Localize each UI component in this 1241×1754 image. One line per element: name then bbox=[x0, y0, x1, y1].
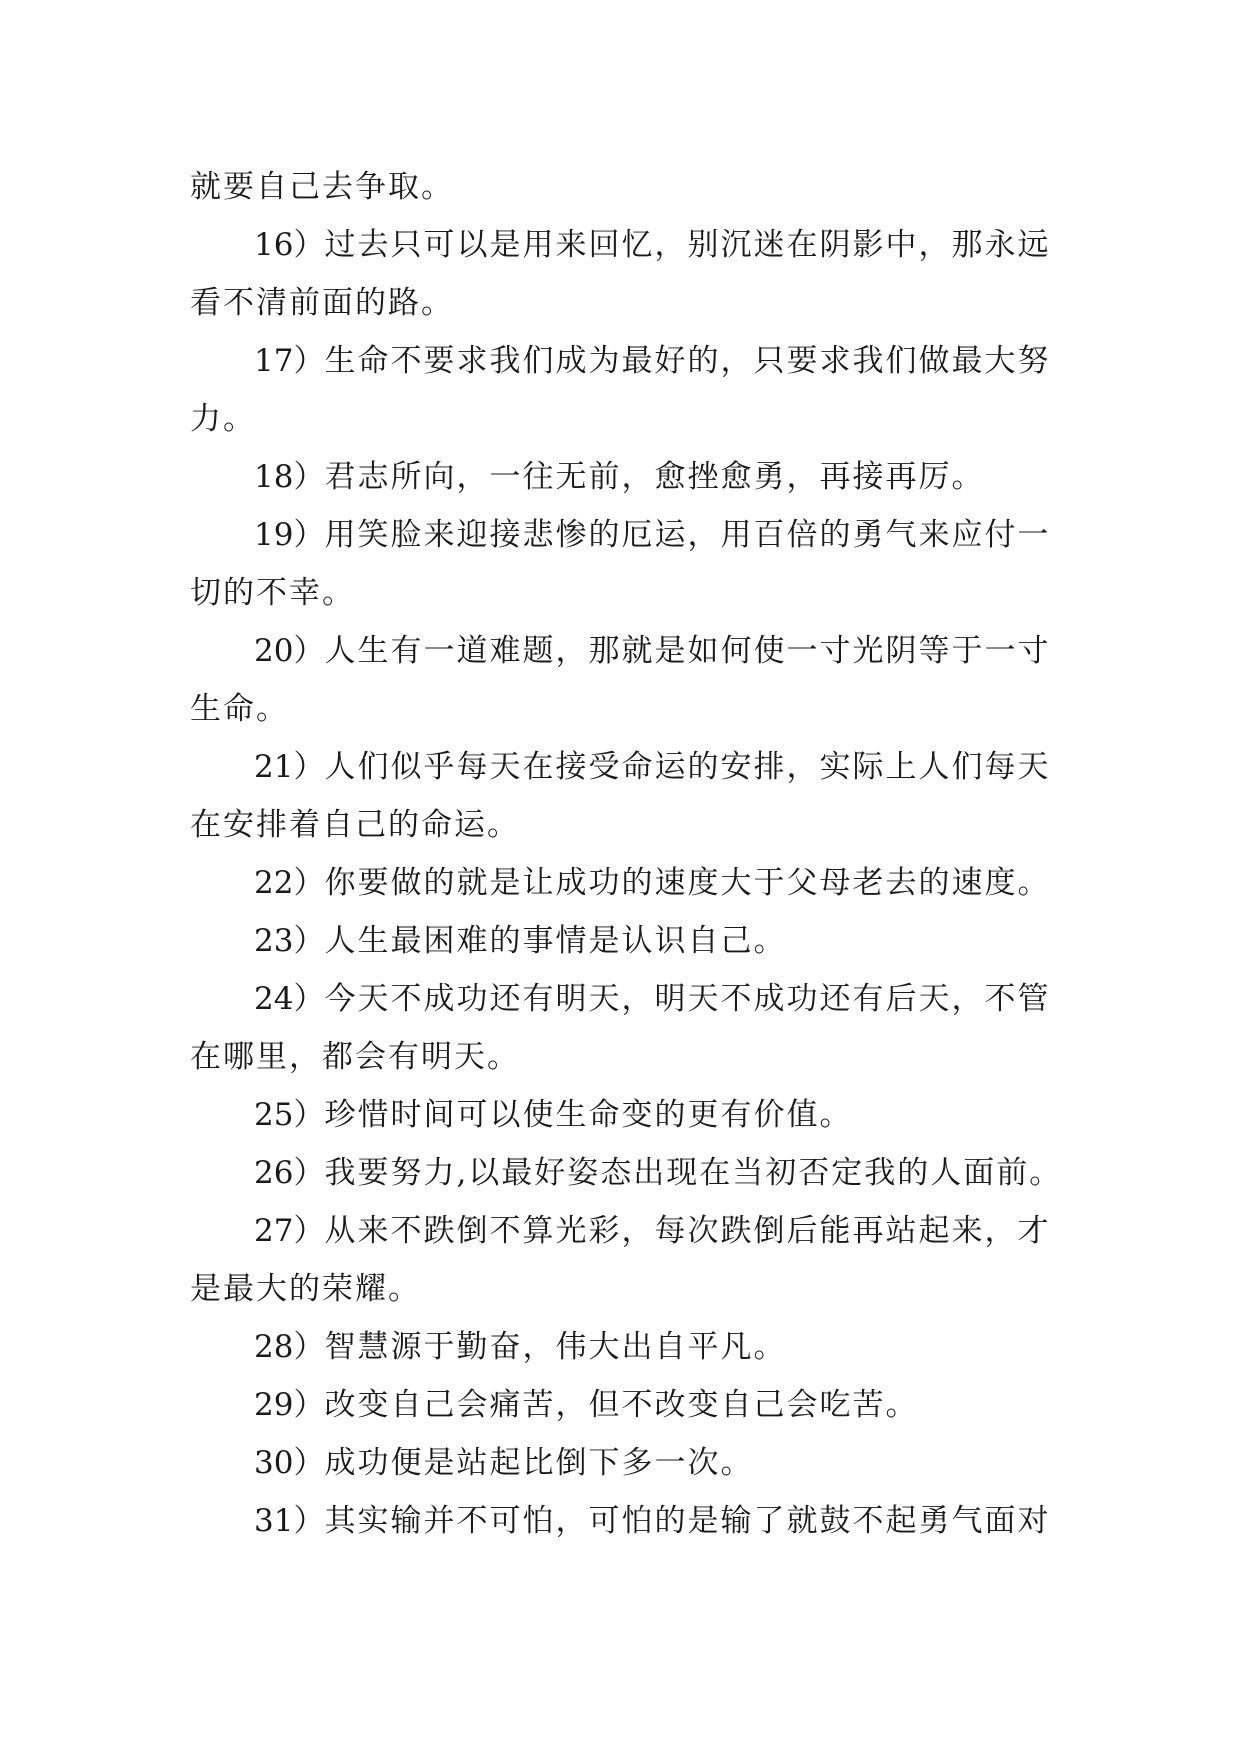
item-number: 29） bbox=[254, 1387, 325, 1423]
item-text: 今天不成功还有明天，明天不成功还有后天，不管在哪里，都会有明天。 bbox=[190, 981, 1051, 1075]
item-text: 过去只可以是用来回忆，别沉迷在阴影中，那永远看不清前面的路。 bbox=[190, 227, 1051, 321]
item-text: 其实输并不可怕，可怕的是输了就鼓不起勇气面对 bbox=[324, 1503, 1051, 1539]
item-text: 珍惜时间可以使生命变的更有价值。 bbox=[324, 1097, 853, 1133]
item-number: 25） bbox=[254, 1097, 325, 1133]
lead-continuation: 就要自己去争取。 bbox=[190, 169, 454, 205]
list-item bbox=[190, 1086, 1070, 1144]
item-text: 改变自己会痛苦，但不改变自己会吃苦。 bbox=[324, 1387, 919, 1423]
list-item bbox=[190, 1492, 1070, 1550]
item-text: 我要努力,以最好姿态出现在当初否定我的人面前。 bbox=[324, 1155, 1063, 1191]
item-text: 人生有一道难题，那就是如何使一寸光阴等于一寸生命。 bbox=[190, 633, 1051, 727]
list-item bbox=[190, 448, 1070, 506]
list-item bbox=[190, 1144, 1070, 1202]
item-number: 31） bbox=[254, 1503, 325, 1539]
item-text: 君志所向，一往无前，愈挫愈勇，再接再厉。 bbox=[324, 459, 985, 495]
item-number: 27） bbox=[254, 1213, 325, 1249]
list-item bbox=[190, 622, 1070, 738]
list-item bbox=[190, 216, 1070, 332]
item-text: 人生最困难的事情是认识自己。 bbox=[324, 923, 787, 959]
document-body bbox=[190, 158, 1070, 1550]
list-item bbox=[190, 506, 1070, 622]
list-item bbox=[190, 970, 1070, 1086]
item-number: 24） bbox=[254, 981, 325, 1017]
item-text: 人们似乎每天在接受命运的安排，实际上人们每天在安排着自己的命运。 bbox=[190, 749, 1051, 843]
item-number: 18） bbox=[254, 459, 325, 495]
list-item bbox=[190, 738, 1070, 854]
item-number: 19） bbox=[254, 517, 325, 553]
list-item bbox=[190, 1434, 1070, 1492]
item-number: 16） bbox=[254, 227, 325, 263]
list-item bbox=[190, 1318, 1070, 1376]
item-number: 23） bbox=[254, 923, 325, 959]
list-item bbox=[190, 1376, 1070, 1434]
item-text: 智慧源于勤奋，伟大出自平凡。 bbox=[324, 1329, 787, 1365]
item-number: 26） bbox=[254, 1155, 325, 1191]
item-text: 成功便是站起比倒下多一次。 bbox=[324, 1445, 754, 1481]
list-item bbox=[190, 332, 1070, 448]
list-item bbox=[190, 1202, 1070, 1318]
item-text: 生命不要求我们成为最好的，只要求我们做最大努力。 bbox=[190, 343, 1051, 437]
item-number: 30） bbox=[254, 1445, 325, 1481]
item-number: 22） bbox=[254, 865, 325, 901]
item-text: 从来不跌倒不算光彩，每次跌倒后能再站起来，才是最大的荣耀。 bbox=[190, 1213, 1051, 1307]
item-number: 20） bbox=[254, 633, 325, 669]
item-number: 28） bbox=[254, 1329, 325, 1365]
item-number: 17） bbox=[254, 343, 325, 379]
item-text: 你要做的就是让成功的速度大于父母老去的速度。 bbox=[324, 865, 1051, 901]
list-item bbox=[190, 854, 1070, 912]
item-text: 用笑脸来迎接悲惨的厄运，用百倍的勇气来应付一切的不幸。 bbox=[190, 517, 1051, 611]
item-number: 21） bbox=[254, 749, 325, 785]
list-item bbox=[190, 912, 1070, 970]
